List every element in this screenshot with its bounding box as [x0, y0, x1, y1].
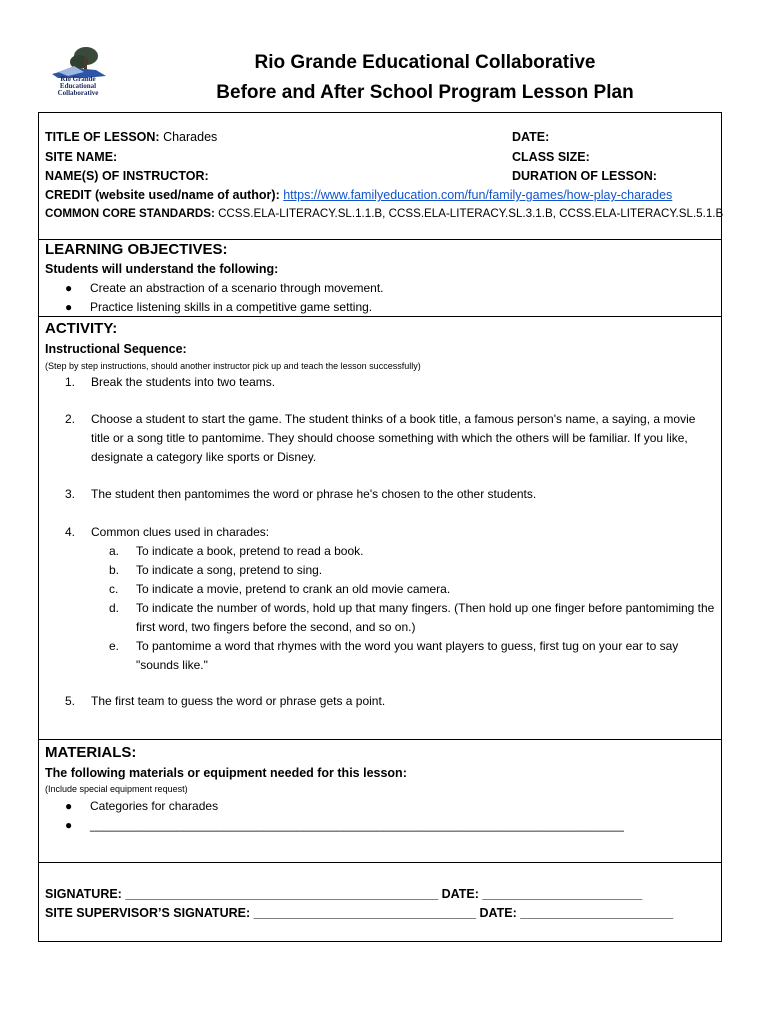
lesson-title-row: [45, 129, 217, 145]
logo-text: Rio Grande Educational Collaborative: [57, 75, 99, 97]
step-item: 3. The student then pantomimes the word or phrase he's chosen to the other students.: [65, 487, 537, 501]
material-item: ● ________________________________________________________________________________: [65, 818, 624, 832]
materials-section: [38, 739, 722, 863]
step-item: 5. The first team to guess the word or phrase gets a point.: [65, 694, 386, 708]
credit-link[interactable]: https://www.familyeducation.com/fun/family-games/how-play-charades: [283, 188, 673, 202]
step-item: 1. Break the students into two teams.: [65, 375, 276, 389]
clue-item: b. To indicate a song, pretend to sing.: [109, 563, 323, 577]
lesson-title-value: Charades: [163, 130, 218, 144]
class-size-label: CLASS SIZE:: [512, 150, 590, 164]
document-title: [150, 48, 700, 108]
lesson-title-label: TITLE OF LESSON:: [45, 130, 160, 144]
date-label: DATE:: [512, 130, 550, 144]
objectives-intro: Students will understand the following:: [45, 262, 279, 276]
lesson-info-section: [38, 112, 722, 240]
materials-intro: The following materials or equipment needed for this lesson:: [45, 766, 407, 780]
learning-objectives-section: [38, 239, 722, 317]
instructional-sequence-heading: Instructional Sequence:: [45, 342, 187, 356]
signature-section: [38, 862, 722, 942]
org-title: Rio Grande Educational Collaborative: [254, 52, 596, 73]
signature-line: SIGNATURE: _____________________________________________ DATE: _______________________: [45, 887, 643, 901]
materials-note: (Include special equipment request): [45, 784, 188, 794]
standards-label: COMMON CORE STANDARDS:: [45, 207, 215, 220]
activity-heading: ACTIVITY:: [45, 320, 118, 337]
objective-item: ● Practice listening skills in a competitive game setting.: [65, 300, 373, 314]
step-item: 4. Common clues used in charades:: [65, 525, 270, 539]
standards-row: [45, 206, 723, 222]
step-item: 2. Choose a student to start the game. The student thinks of a book title, a famous person's name, a saying, a movie title or a song title to pantomime. They should choose something with which the others will be familiar. If you like, designate a category like sports or Disney.: [65, 412, 696, 464]
supervisor-signature-line: SITE SUPERVISOR’S SIGNATURE: ________________________________ DATE: ______________________: [45, 906, 674, 920]
activity-section: [38, 316, 722, 740]
site-name-label: SITE NAME:: [45, 150, 118, 164]
materials-heading: MATERIALS:: [45, 744, 137, 761]
plan-title: Before and After School Program Lesson Plan: [216, 82, 634, 103]
clue-item: c. To indicate a movie, pretend to crank an old movie camera.: [109, 582, 451, 596]
duration-label: DURATION OF LESSON:: [512, 169, 657, 183]
objectives-heading: LEARNING OBJECTIVES:: [45, 241, 228, 258]
material-item: ● Categories for charades: [65, 799, 219, 813]
credit-row: [45, 187, 672, 203]
clue-item: a. To indicate a book, pretend to read a book.: [109, 544, 364, 558]
instructor-label: NAME(S) OF INSTRUCTOR:: [45, 169, 209, 183]
clue-item: e. To pantomime a word that rhymes with the word you want players to guess, first tug on your ear to say "sounds like.": [109, 639, 679, 672]
clue-item: d. To indicate the number of words, hold up that many fingers. (Then hold up one finger before pantomiming the first word, two fingers before the second, and so on.): [109, 601, 715, 634]
standards-value: CCSS.ELA-LITERACY.SL.1.1.B, CCSS.ELA-LITERACY.SL.3.1.B, CCSS.ELA-LITERACY.SL.5.1.B: [218, 207, 724, 220]
objective-item: ● Create an abstraction of a scenario through movement.: [65, 281, 384, 295]
credit-label: CREDIT (website used/name of author):: [45, 188, 280, 202]
instruction-note: (Step by step instructions, should another instructor pick up and teach the lesson successfully): [45, 361, 421, 371]
